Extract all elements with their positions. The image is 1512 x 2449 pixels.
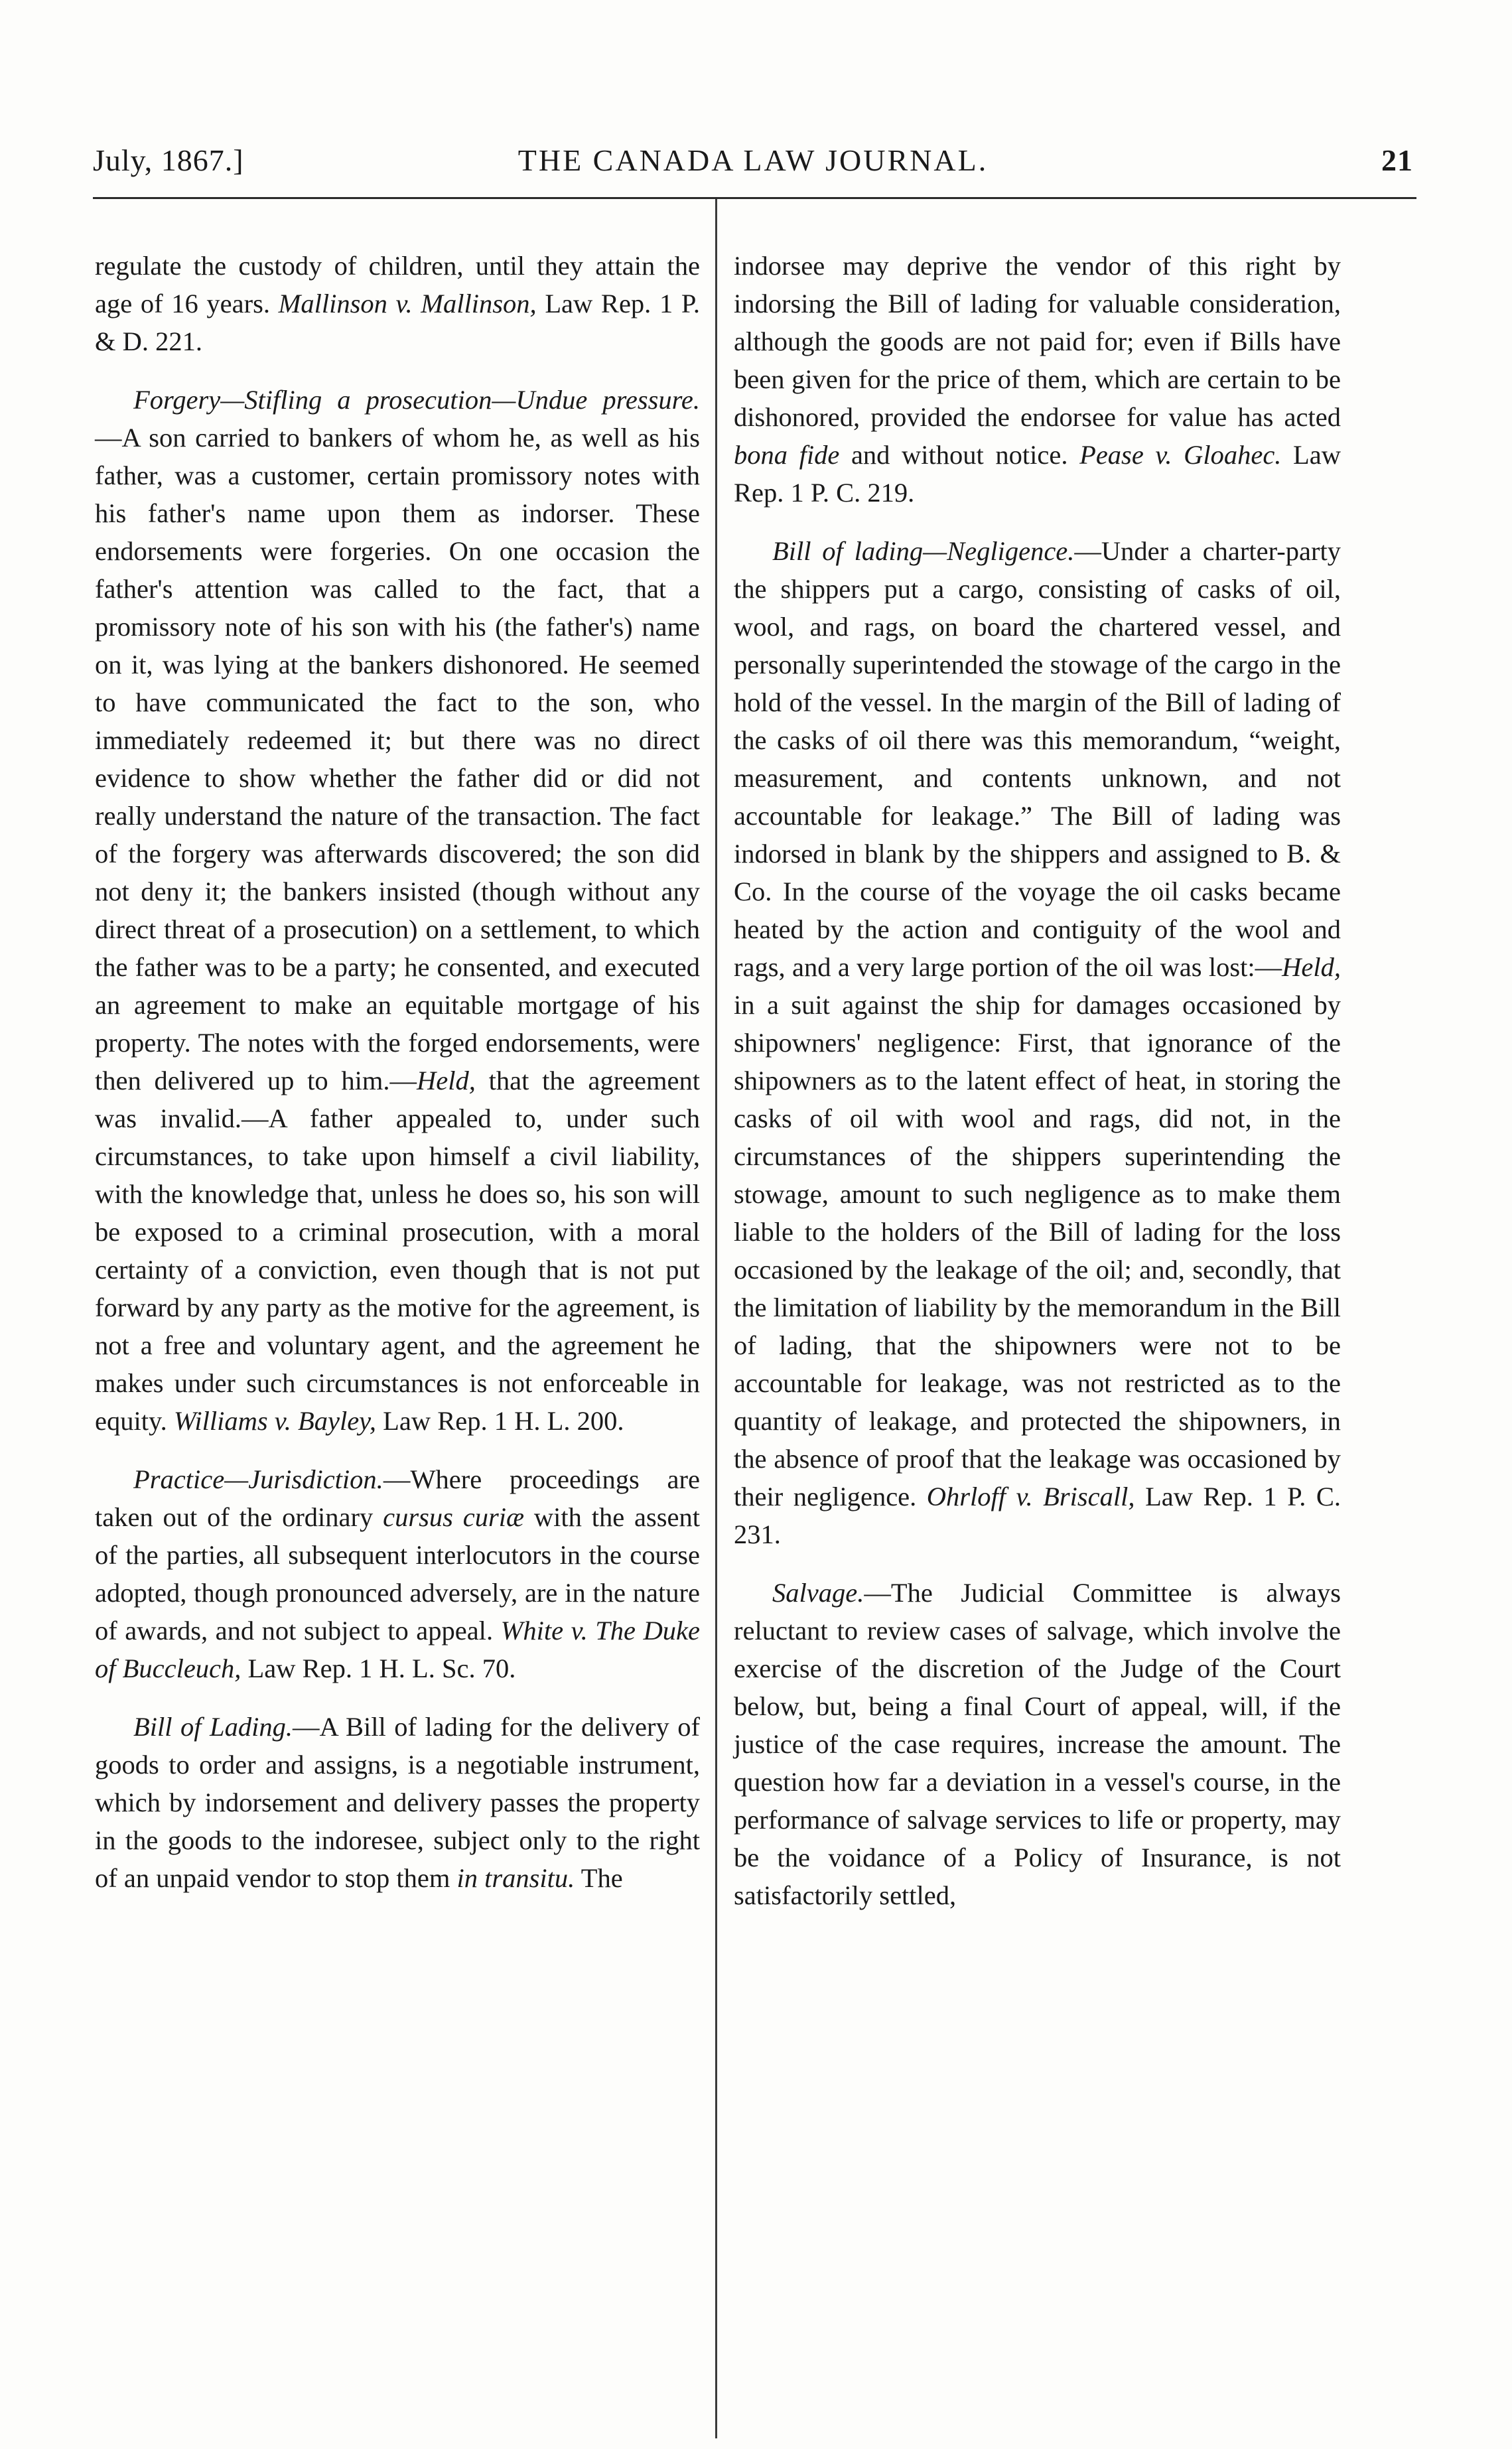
- paragraph-text: —The Judicial Committee is always reluctant to review cases of salvage, which involve the exercise of the discretion of the Judge of the Court below, but, being a final Court of appeal, will, if the justice of the case requires, increase the amount. The question how far a deviation in a vessel's course, in the performance of salvage services to life or property, may be the voidance of a Policy of Insurance, is not satisfactorily settled,: [734, 1578, 1341, 1910]
- paragraph-text: and without notice.: [839, 440, 1068, 470]
- paragraph-text: in a suit against the ship for damages occasioned by shipowners' negligence: First, that ignorance of the shipowners as to the latent effect of heat, in storing the casks of oil with wool and rags, did not, in the circumstances of the shippers superintending the stowage, amount to such negligence as to make them liable to the holders of the Bill of lading for the loss occasioned by the leakage of the oil; and, secondly, that the limitation of liability by the memorandum in the Bill of lading, that the shipowners were not to be accountable for leakage, was not restricted as to the quantity of leakage, and protected the shipowners, in the absence of proof that the leakage was occasioned by their negligence.: [734, 990, 1341, 1511]
- paragraph-forgery: [95, 381, 700, 1440]
- section-heading: Bill of Lading.: [133, 1712, 293, 1742]
- paragraph-text: that the agreement was invalid.—A father appealed to, under such circumstances, to take upon himself a civil liability, with the knowledge that, unless he does so, his son will be exposed to a criminal prosecution, with a moral certainty of a conviction, even though that is not put forward by any party as the motive for the agreement, is not a free and voluntary agent, and the agreement he makes under such circumstances is not enforceable in equity.: [95, 1066, 700, 1436]
- paragraph-text: —A Bill of lading for the delivery of goods to order and assigns, is a negotiable instrument, which by indorsement and delivery passes the property in the goods to the indoresee, subject only to the right of an unpaid vendor to stop them: [95, 1712, 700, 1893]
- column-divider: [715, 199, 717, 2438]
- case-name: Ohrloff v. Briscall,: [926, 1482, 1135, 1511]
- paragraph-text: —Under a charter-party the shippers put a cargo, consisting of casks of oil, wool, and rags, on board the chartered vessel, and personally superintended the stowage of the cargo in the hold of the vessel. In the margin of the Bill of lading of the casks of oil there was this memorandum, “weight, measurement, and contents unknown, and not accountable for leakage.” The Bill of lading was indorsed in blank by the shippers and assigned to B. & Co. In the course of the voyage the oil casks became heated by the action and contiguity of the wool and rags, and a very large portion of the oil was lost:—: [734, 536, 1341, 982]
- running-header: [93, 143, 1413, 189]
- header-journal-title: THE CANADA LAW JOURNAL.: [517, 143, 989, 177]
- case-citation: Law Rep. 1 H. L. Sc. 70.: [247, 1653, 516, 1683]
- section-heading: Salvage.: [772, 1578, 864, 1608]
- paragraph-practice: [95, 1460, 700, 1687]
- paragraph-custody: [95, 247, 700, 360]
- case-name: Mallinson v. Mallinson,: [278, 289, 537, 318]
- case-citation: Law Rep. 1 P. C. 231.: [734, 1482, 1341, 1549]
- case-citation: Law Rep. 1 H. L. 200.: [383, 1406, 624, 1436]
- paragraph-text: The: [575, 1863, 623, 1893]
- latin-term: bona fide: [734, 440, 840, 470]
- case-citation: Law Rep. 1 P. C. 219.: [734, 440, 1341, 508]
- case-citation: Law Rep. 1 P. & D. 221.: [95, 289, 700, 356]
- header-page-number: 21: [1381, 143, 1413, 177]
- section-heading: Practice—Jurisdiction.: [133, 1464, 383, 1494]
- paragraph-indorsee: [734, 247, 1341, 512]
- header-rule: [93, 197, 1416, 199]
- paragraph-text: with the assent of the parties, all subsequent interlocutors in the course adopted, though pronounced adversely, are in the nature of awards, and not subject to appeal.: [95, 1502, 701, 1645]
- paragraph-salvage: [734, 1574, 1341, 1914]
- paragraph-text: —Where proceedings are taken out of the ordinary: [95, 1464, 700, 1532]
- latin-term: cursus curiæ: [383, 1502, 524, 1532]
- case-name: White v. The Duke of Buccleuch,: [95, 1616, 701, 1683]
- section-heading: Bill of lading—Negligence.: [772, 536, 1075, 566]
- paragraph-text: regulate the custody of children, until they attain the age of 16 years.: [95, 251, 700, 318]
- paragraph-text: —A son carried to bankers of whom he, as well as his father, was a customer, certain promissory notes with his father's name upon them as indorser. These endorsements were forgeries. On one occasion the father's attention was called to the fact, that a promissory note of his son with his (the father's) name on it, was lying at the bankers dishonored. He seemed to have communicated the fact to the son, who immediately redeemed it; but there was no direct evidence to show whether the father did or did not really understand the nature of the transaction. The fact of the forgery was afterwards discovered; the son did not deny it; the bankers insisted (though without any direct threat of a prosecution) on a settlement, to which the father was to be a party; he consented, and executed an agreement to make an equitable mortgage of his property. The notes with the forged endorsements, were then delivered up to him.—: [95, 423, 700, 1095]
- held-term: Held,: [1282, 952, 1341, 982]
- paragraph-text: indorsee may deprive the vendor of this right by indorsing the Bill of lading for valuable consideration, although the goods are not paid for; even if Bills have been given for the price of them, which are certain to be dishonored, provided the endorsee for value has acted: [734, 251, 1341, 432]
- right-column: [734, 247, 1341, 1914]
- case-name: Pease v. Gloahec.: [1079, 440, 1282, 470]
- case-name: Williams v. Bayley,: [173, 1406, 377, 1436]
- paragraph-negligence: [734, 532, 1341, 1553]
- held-term: Held,: [417, 1066, 476, 1095]
- section-heading: Forgery—Stifling a prosecution—Undue pressure.: [133, 385, 700, 415]
- left-column: [95, 247, 700, 1897]
- header-date: July, 1867.]: [93, 143, 244, 177]
- paragraph-bill-of-lading: [95, 1708, 700, 1897]
- latin-term: in transitu.: [456, 1863, 575, 1893]
